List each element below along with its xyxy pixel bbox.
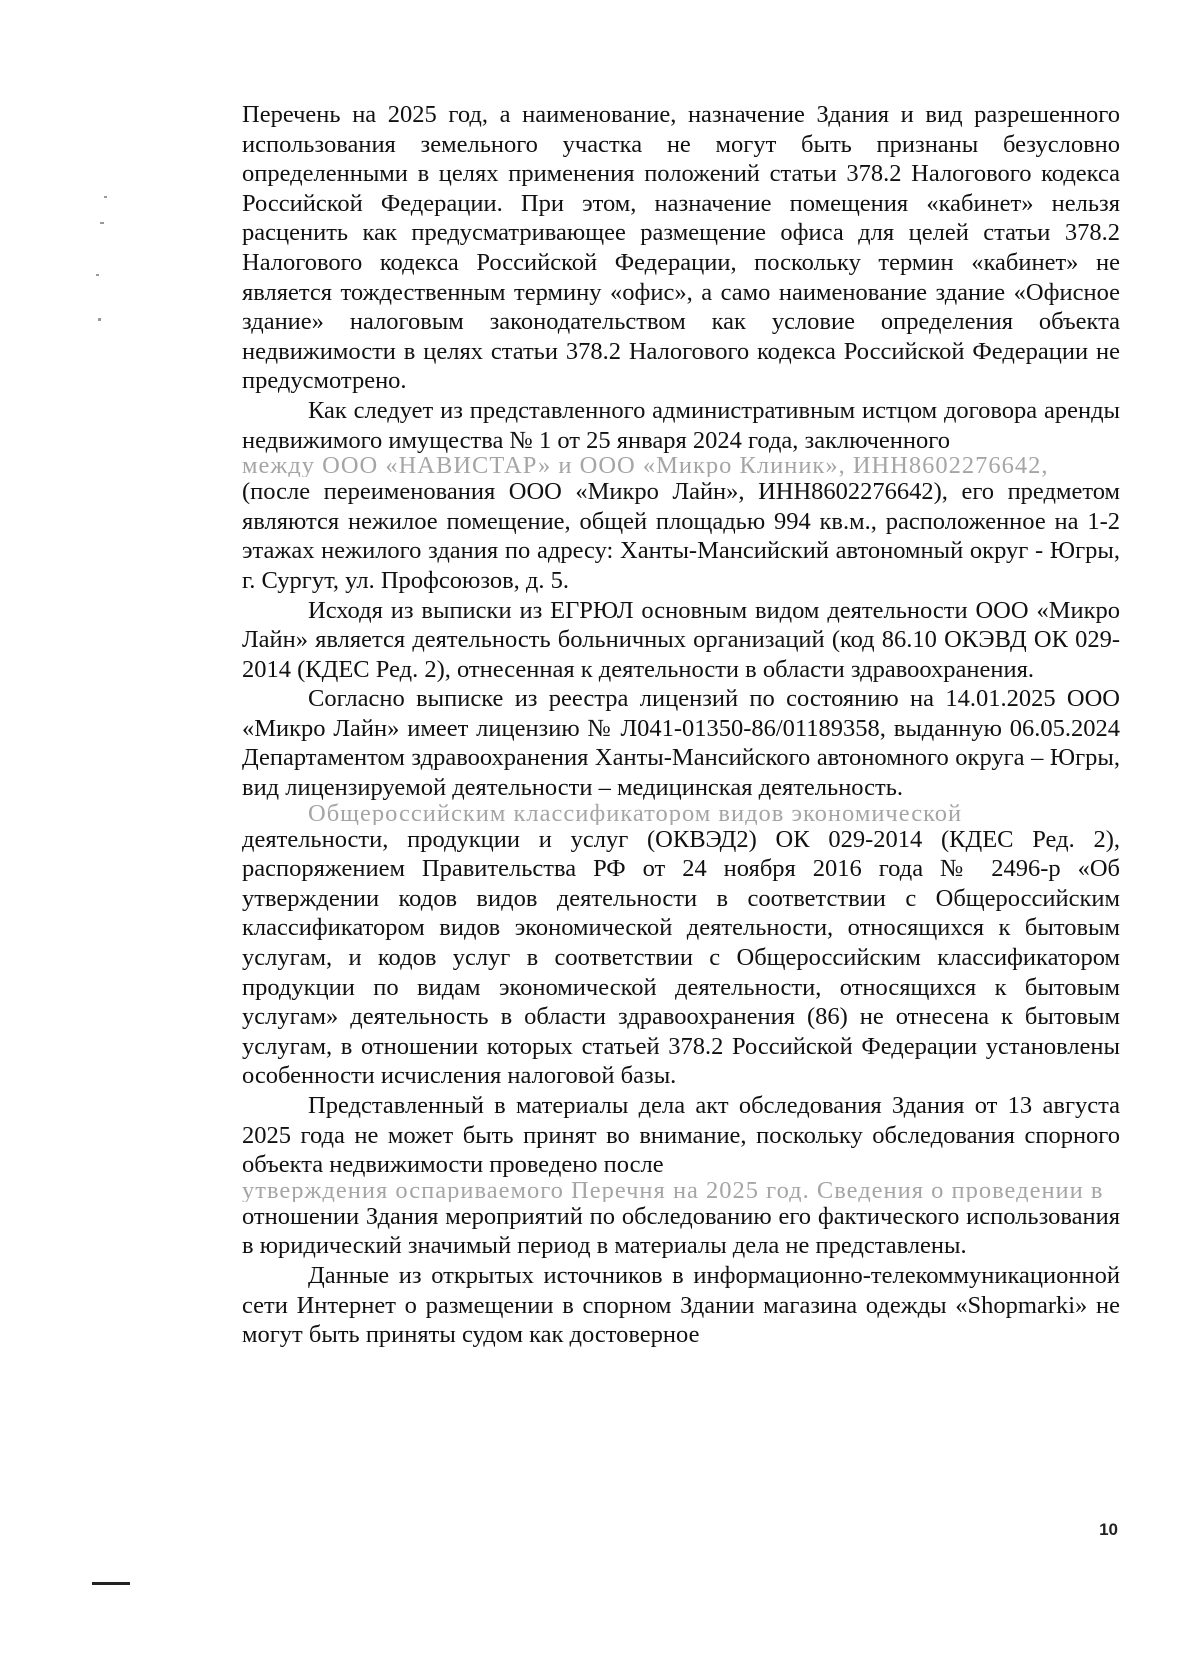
paragraph: Исходя из выписки из ЕГРЮЛ основным видом деятельности ООО «Микро Лайн» является деятельность больничных организаций (код 86.10 ОКЭВД ОК 029-2014 (КДЕС Ред. 2), отнесенная к деятельности в области здравоохранения. <box>242 596 1120 683</box>
paragraph: Данные из открытых источников в информационно-телекоммуникационной сети Интернет о размещении в спорном Здании магазина одежды «Shopmarki» не могут быть приняты судом как достоверное <box>242 1261 1120 1349</box>
paragraph: Согласно выписке из реестра лицензий по состоянию на 14.01.2025 ООО «Микро Лайн» имеет лицензию № Л041-01350-86/01189358, выданную 06.05.2024 Департаментом здравоохранения Ханты-Мансийского автономного округа – Югры, вид лицензируемой деятельности – медицинская деятельность. <box>242 685 1120 802</box>
partially-cut-line: утверждения оспариваемого Перечня на 2025 год. Сведения о проведении в <box>242 1179 1104 1202</box>
paragraph: (после переименования ООО «Микро Лайн», ИНН8602276642), его предметом являются нежилое помещение, общей площадью 994 кв.м., расположенное на 1-2 этажах нежилого здания по адресу: Ханты-Мансийский автономный округ - Югры, г. Сургут, ул. Профсоюзов, д. 5. <box>242 478 1120 594</box>
document-body <box>242 100 1120 1350</box>
partially-cut-line: между ООО «НАВИСТАР» и ООО «Микро Клиник», ИНН8602276642, <box>242 455 1049 478</box>
margin-mark <box>104 196 107 198</box>
margin-mark <box>100 222 104 224</box>
margin-mark <box>96 274 99 276</box>
paragraph: Представленный в материалы дела акт обследования Здания от 13 августа 2025 года не может быть принят во внимание, поскольку обследования спорного объекта недвижимости проведено после <box>242 1092 1120 1179</box>
paragraph: отношении Здания мероприятий по обследованию его фактического использования в юридический значимый период в материалы дела не представлены. <box>242 1202 1120 1260</box>
page-number: 10 <box>1099 1520 1118 1539</box>
partially-cut-line: Общероссийским классификатором видов экономической <box>308 802 963 825</box>
binding-mark <box>92 1582 130 1585</box>
paragraph: Как следует из представленного административным истцом договора аренды недвижимого имущества № 1 от 25 января 2024 года, заключенного <box>242 396 1120 454</box>
margin-mark <box>98 318 101 321</box>
paragraph: деятельности, продукции и услуг (ОКВЭД2) ОК 029-2014 (КДЕС Ред. 2), распоряжением Правительства РФ от 24 ноября 2016 года № 2496-р «Об утверждении кодов видов деятельности в соответствии с Общероссийским классификатором видов экономической деятельности, относящихся к бытовым услугам, и кодов услуг в соответствии с Общероссийским классификатором продукции по видам экономической деятельности, относящихся к бытовым услугам» деятельность в области здравоохранения (86) не отнесена к бытовым услугам, в отношении которых статьей 378.2 Российской Федерации установлены особенности исчисления налоговой базы. <box>242 825 1120 1090</box>
paragraph: Перечень на 2025 год, а наименование, назначение Здания и вид разрешенного использования земельного участка не могут быть признаны безусловно определенными в целях применения положений статьи 378.2 Налогового кодекса Российской Федерации. При этом, назначение помещения «кабинет» нельзя расценить как предусматривающее размещение офиса для целей статьи 378.2 Налогового кодекса Российской Федерации, поскольку термин «кабинет» не является тождественным термину «офис», а само наименование здание «Офисное здание» налоговым законодательством как условие определения объекта недвижимости в целях статьи 378.2 Налогового кодекса Российской Федерации не предусмотрено. <box>242 101 1120 395</box>
